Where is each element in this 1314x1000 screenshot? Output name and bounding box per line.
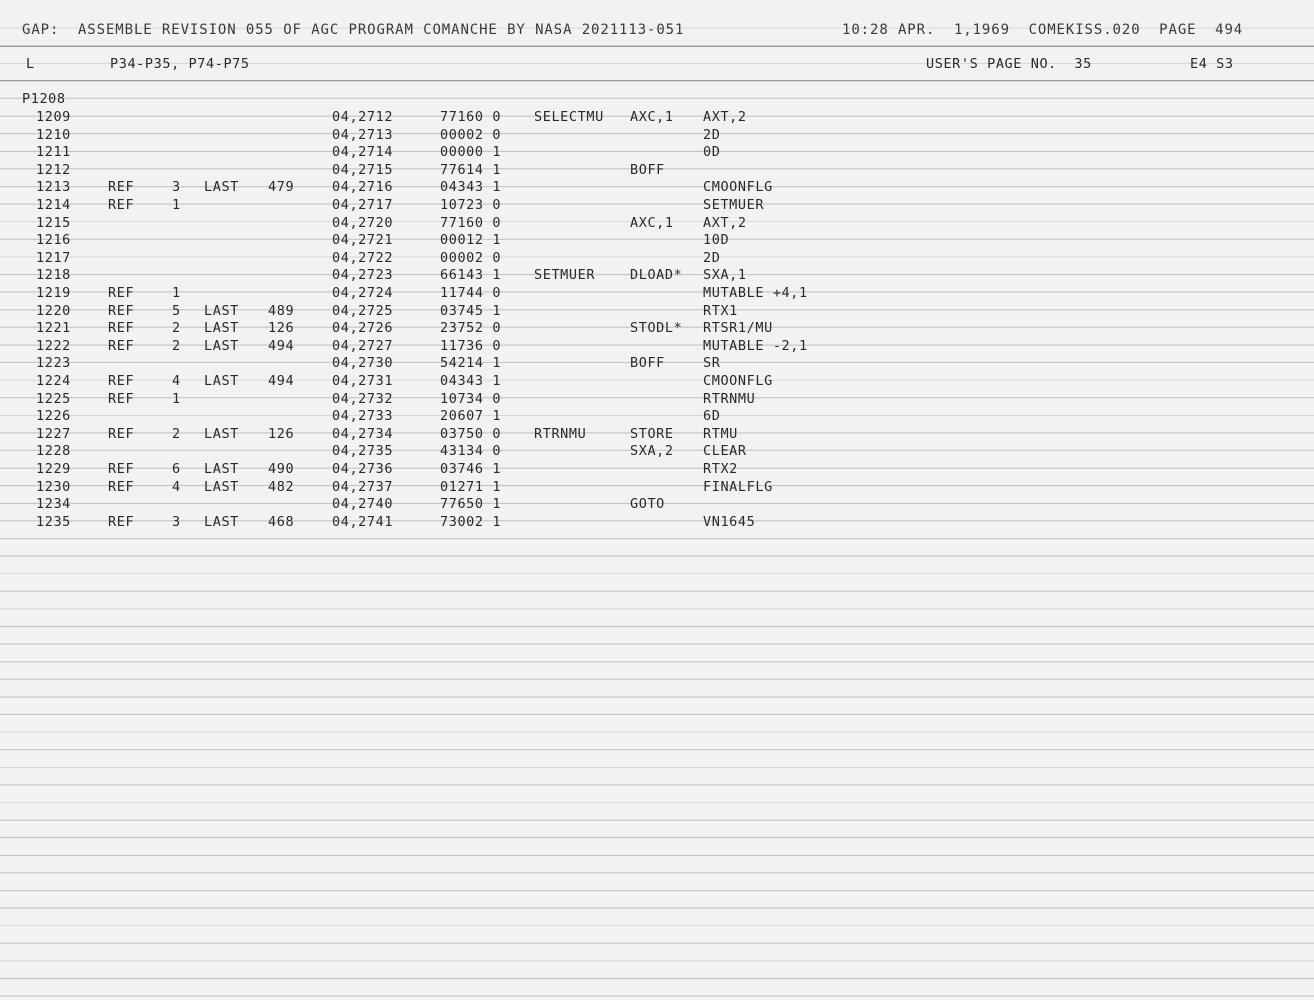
octal-word: 77614 1 (440, 161, 502, 178)
ref-keyword: REF (108, 179, 135, 196)
table-row (0, 479, 1314, 497)
opcode: STORE (630, 425, 674, 442)
table-row (0, 355, 1314, 373)
table-row (0, 426, 1314, 444)
line-number: 1209 (36, 109, 71, 125)
operand: MUTABLE -2,1 (703, 337, 808, 354)
ref-count: 2 (172, 425, 181, 442)
last-number: 494 (268, 337, 295, 354)
address: 04,2740 (332, 496, 394, 513)
table-row (0, 197, 1314, 215)
ref-count: 3 (172, 179, 181, 196)
table-row (0, 443, 1314, 461)
ref-count: 2 (172, 337, 181, 354)
operand: 2D (703, 249, 721, 266)
table-row (0, 373, 1314, 391)
address: 04,2733 (332, 408, 394, 425)
label: SELECTMU (534, 109, 604, 125)
ref-keyword: REF (108, 513, 135, 530)
last-keyword: LAST (204, 179, 239, 196)
octal-word: 04343 1 (440, 179, 502, 196)
octal-word: 11736 0 (440, 337, 502, 354)
line-number: 1213 (36, 179, 71, 196)
ref-keyword: REF (108, 373, 135, 389)
line-number: 1211 (36, 144, 71, 161)
octal-word: 54214 1 (440, 355, 502, 372)
octal-word: 03750 0 (440, 425, 502, 442)
line-number: 1235 (36, 513, 71, 530)
ref-keyword: REF (108, 337, 135, 354)
address: 04,2716 (332, 179, 394, 196)
ref-keyword: REF (108, 285, 135, 301)
address: 04,2712 (332, 109, 394, 125)
ref-keyword: REF (108, 425, 135, 442)
octal-word: 11744 0 (440, 285, 502, 301)
last-keyword: LAST (204, 461, 239, 477)
last-keyword: LAST (204, 373, 239, 389)
address: 04,2741 (332, 513, 394, 530)
operand: RTX2 (703, 461, 738, 477)
table-row (0, 215, 1314, 233)
operand: 10D (703, 232, 730, 249)
last-number: 126 (268, 425, 295, 442)
address: 04,2730 (332, 355, 394, 372)
last-keyword: LAST (204, 302, 239, 319)
operand: CLEAR (703, 443, 747, 460)
last-keyword: LAST (204, 478, 239, 495)
octal-word: 00002 0 (440, 126, 502, 143)
table-row (0, 162, 1314, 180)
octal-word: 10723 0 (440, 197, 502, 213)
address: 04,2727 (332, 337, 394, 354)
header-timestamp-page: 10:28 APR. 1,1969 COMEKISS.020 PAGE 494 (842, 22, 1244, 38)
table-row (0, 514, 1314, 532)
line-number: 1222 (36, 337, 71, 354)
subheader-letter: L (26, 56, 35, 72)
octal-word: 10734 0 (440, 390, 502, 407)
operand: 2D (703, 126, 721, 143)
operand: 6D (703, 408, 721, 425)
label: SETMUER (534, 267, 596, 284)
operand: SETMUER (703, 197, 765, 213)
last-number: 494 (268, 373, 295, 389)
address: 04,2715 (332, 161, 394, 178)
operand: MUTABLE +4,1 (703, 285, 808, 301)
address: 04,2717 (332, 197, 394, 213)
line-number: 1225 (36, 390, 71, 407)
operand: CMOONFLG (703, 179, 773, 196)
address: 04,2737 (332, 478, 394, 495)
table-row (0, 496, 1314, 514)
table-row (0, 338, 1314, 356)
subheader-code: E4 S3 (1190, 56, 1234, 72)
opcode: DLOAD* (630, 267, 683, 284)
octal-word: 73002 1 (440, 513, 502, 530)
operand: RTX1 (703, 302, 738, 319)
octal-word: 66143 1 (440, 267, 502, 284)
last-keyword: LAST (204, 320, 239, 337)
label: RTRNMU (534, 425, 587, 442)
octal-word: 77160 0 (440, 109, 502, 125)
last-number: 126 (268, 320, 295, 337)
octal-word: 00002 0 (440, 249, 502, 266)
last-number: 489 (268, 302, 295, 319)
last-number: 482 (268, 478, 295, 495)
octal-word: 00000 1 (440, 144, 502, 161)
ref-count: 5 (172, 302, 181, 319)
address: 04,2713 (332, 126, 394, 143)
address: 04,2723 (332, 267, 394, 284)
operand: VN1645 (703, 513, 756, 530)
ref-count: 1 (172, 285, 181, 301)
octal-word: 00012 1 (440, 232, 502, 249)
line-number: 1234 (36, 496, 71, 513)
table-row (0, 303, 1314, 321)
operand: RTSR1/MU (703, 320, 773, 337)
operand: SXA,1 (703, 267, 747, 284)
table-row (0, 109, 1314, 127)
last-number: 490 (268, 461, 295, 477)
subheader-rule (0, 80, 1314, 81)
address: 04,2734 (332, 425, 394, 442)
line-number: 1220 (36, 302, 71, 319)
ref-keyword: REF (108, 390, 135, 407)
ref-keyword: REF (108, 197, 135, 213)
operand: FINALFLG (703, 478, 773, 495)
operand: CMOONFLG (703, 373, 773, 389)
ref-count: 6 (172, 461, 181, 477)
ref-keyword: REF (108, 461, 135, 477)
user-page-number: USER'S PAGE NO. 35 (926, 56, 1092, 72)
ref-count: 3 (172, 513, 181, 530)
table-row (0, 408, 1314, 426)
line-number: 1212 (36, 161, 71, 178)
subheader-pages: P34-P35, P74-P75 (110, 56, 250, 72)
table-row (0, 250, 1314, 268)
table-row (0, 179, 1314, 197)
last-keyword: LAST (204, 425, 239, 442)
ref-count: 4 (172, 478, 181, 495)
ref-keyword: REF (108, 302, 135, 319)
ref-keyword: REF (108, 320, 135, 337)
header-rule (0, 46, 1314, 47)
line-number: 1224 (36, 373, 71, 389)
address: 04,2721 (332, 232, 394, 249)
line-number: 1223 (36, 355, 71, 372)
line-number: 1226 (36, 408, 71, 425)
opcode: STODL* (630, 320, 683, 337)
opcode: BOFF (630, 355, 665, 372)
octal-word: 20607 1 (440, 408, 502, 425)
opcode: SXA,2 (630, 443, 674, 460)
address: 04,2736 (332, 461, 394, 477)
opcode: GOTO (630, 496, 665, 513)
address: 04,2731 (332, 373, 394, 389)
line-number: 1230 (36, 478, 71, 495)
address: 04,2726 (332, 320, 394, 337)
operand: AXT,2 (703, 214, 747, 231)
octal-word: 03746 1 (440, 461, 502, 477)
line-number: 1227 (36, 425, 71, 442)
address: 04,2732 (332, 390, 394, 407)
operand: SR (703, 355, 721, 372)
last-keyword: LAST (204, 337, 239, 354)
line-number: 1221 (36, 320, 71, 337)
last-number: 468 (268, 513, 295, 530)
address: 04,2725 (332, 302, 394, 319)
ref-count: 4 (172, 373, 181, 389)
table-row (0, 285, 1314, 303)
ref-keyword: REF (108, 478, 135, 495)
opcode: AXC,1 (630, 214, 674, 231)
address: 04,2720 (332, 214, 394, 231)
line-number: 1217 (36, 249, 71, 266)
table-row (0, 232, 1314, 250)
octal-word: 23752 0 (440, 320, 502, 337)
address: 04,2714 (332, 144, 394, 161)
octal-word: 77650 1 (440, 496, 502, 513)
operand: AXT,2 (703, 109, 747, 125)
last-keyword: LAST (204, 513, 239, 530)
operand: RTRNMU (703, 390, 756, 407)
octal-word: 04343 1 (440, 373, 502, 389)
line-number: 1215 (36, 214, 71, 231)
line-number: 1216 (36, 232, 71, 249)
line-number: 1219 (36, 285, 71, 301)
octal-word: 43134 0 (440, 443, 502, 460)
address: 04,2724 (332, 285, 394, 301)
ref-count: 1 (172, 197, 181, 213)
operand: 0D (703, 144, 721, 161)
line-number: 1214 (36, 197, 71, 213)
address: 04,2722 (332, 249, 394, 266)
last-number: 479 (268, 179, 295, 196)
octal-word: 03745 1 (440, 302, 502, 319)
table-row (0, 127, 1314, 145)
table-row (0, 144, 1314, 162)
line-number: 1228 (36, 443, 71, 460)
section-label: P1208 (22, 91, 66, 107)
table-row (0, 267, 1314, 285)
header-title: GAP: ASSEMBLE REVISION 055 OF AGC PROGRAM COMANCHE BY NASA 2021113-051 (22, 22, 685, 38)
table-row (0, 461, 1314, 479)
line-number: 1210 (36, 126, 71, 143)
octal-word: 77160 0 (440, 214, 502, 231)
line-number: 1218 (36, 267, 71, 284)
opcode: AXC,1 (630, 109, 674, 125)
octal-word: 01271 1 (440, 478, 502, 495)
operand: RTMU (703, 425, 738, 442)
ref-count: 1 (172, 390, 181, 407)
table-row (0, 320, 1314, 338)
ref-count: 2 (172, 320, 181, 337)
address: 04,2735 (332, 443, 394, 460)
line-number: 1229 (36, 461, 71, 477)
table-row (0, 391, 1314, 409)
opcode: BOFF (630, 161, 665, 178)
